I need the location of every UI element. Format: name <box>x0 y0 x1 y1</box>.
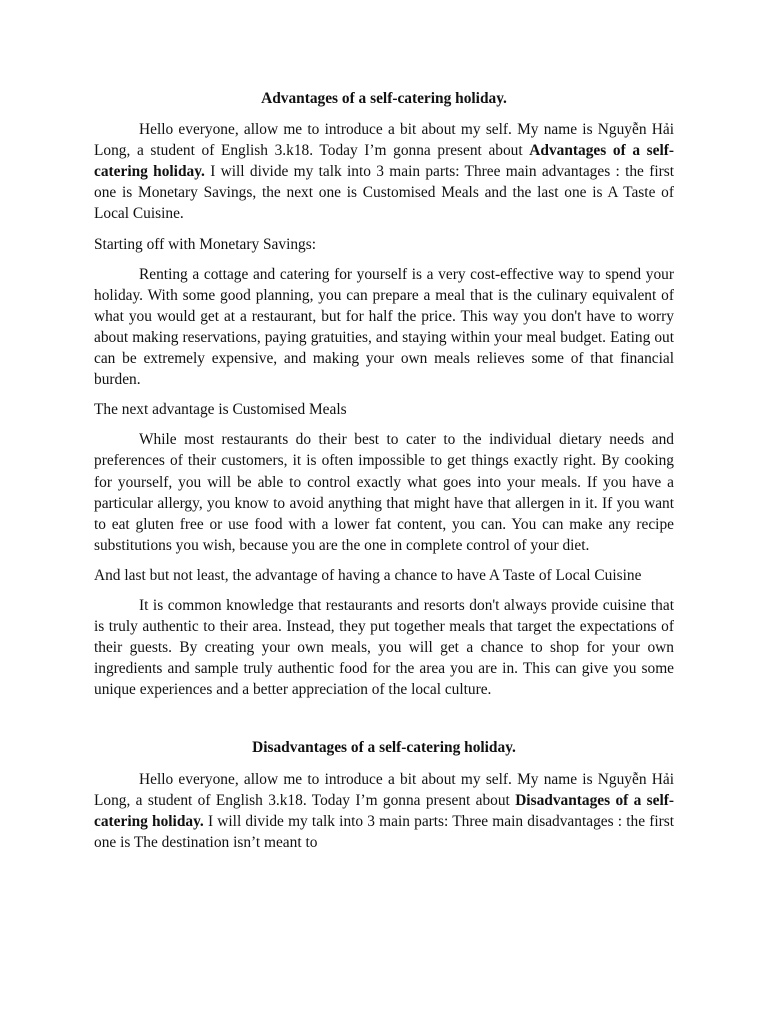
intro-paragraph-advantages <box>94 119 674 224</box>
section-title-disadvantages: Disadvantages of a self-catering holiday. <box>252 739 516 757</box>
intro-text-end: I will divide my talk into 3 main parts: Three main advantages : the first one is Monetary Savings, the next one is Customised Meals and the last one is A Taste of Local Cuisine. <box>94 163 674 223</box>
intro-topic-bold: Disadvantages of a self-catering holiday. <box>94 791 675 830</box>
intro-text-start: Hello everyone, allow me to introduce a bit about my self. My name is Nguyễn Hải Long, a student of English 3.k18. Today I’m gonna present about <box>94 770 674 809</box>
paragraph-monetary-savings: Renting a cottage and catering for yourself is a very cost-effective way to spend your holiday. With some good planning, you can prepare a meal that is the culinary equivalent of what you would get at a restaurant, but for half the price. This way you don't have to worry about making reservations, paying gratuities, and staying within your meal budget. Eating out can be extremely expensive, and making your own meals relieves some of that financial burden. <box>94 265 674 389</box>
intro-text-end: I will divide my talk into 3 main parts: Three main disadvantages : the first one is The destination isn’t meant to <box>94 812 675 851</box>
section-title-advantages: Advantages of a self-catering holiday. <box>261 90 507 107</box>
heading-monetary-savings: Starting off with Monetary Savings: <box>94 235 317 253</box>
paragraph-customised-meals: While most restaurants do their best to cater to the individual dietary needs and preferences of their customers, it is often impossible to get things exactly right. By cooking for yourself, you will be able to control exactly what goes into your meals. If you have a particular allergy, you know to avoid anything that might have that allergen in it. If you want to eat gluten free or use food with a lower fat content, you can. You can make any recipe substitutions you wish, because you are the one in complete control of your diet. <box>94 431 674 554</box>
intro-text-start: Hello everyone, allow me to introduce a bit about my self. My name is Nguyễn Hải Long, a student of English 3.k18. Today I’m gonna present about <box>94 121 674 160</box>
section-spacer <box>94 709 674 737</box>
paragraph-local-cuisine: It is common knowledge that restaurants and resorts don't always provide cuisine that is truly authentic to their area. Instead, they put together meals that target the expectations of their guests. By creating your own meals, you will get a chance to shop for your own ingredients and sample truly authentic food for the area you are in. This can give you some unique experiences and a better appreciation of the local culture. <box>94 596 674 699</box>
heading-local-cuisine: And last but not least, the advantage of having a chance to have A Taste of Local Cuisine <box>94 566 642 584</box>
document-page <box>94 88 674 862</box>
heading-customised-meals: The next advantage is Customised Meals <box>94 401 347 419</box>
intro-topic-bold: Advantages of a self-catering holiday. <box>94 142 674 181</box>
intro-paragraph-disadvantages <box>94 769 674 853</box>
